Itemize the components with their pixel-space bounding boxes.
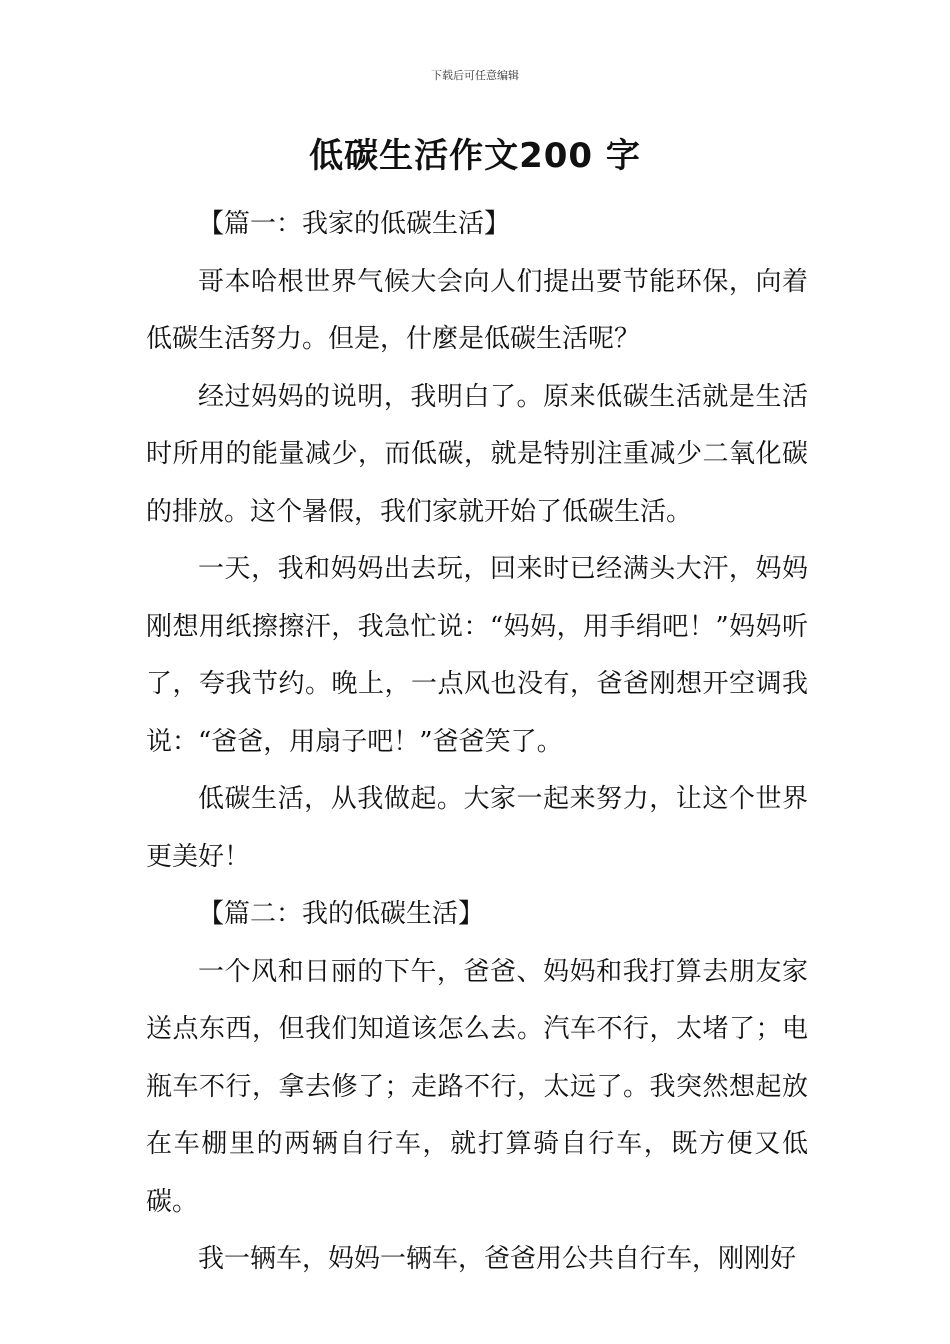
- paragraph: 低碳生活，从我做起。大家一起来努力，让这个世界更美好！: [146, 784, 808, 872]
- document-body: [146, 196, 808, 1289]
- section-heading-2: 【篇二：我的低碳生活】: [198, 899, 485, 929]
- document-title: 低碳生活作文200 字: [309, 136, 641, 176]
- section-heading-1: 【篇一：我家的低碳生活】: [198, 209, 511, 239]
- paragraph: 一天，我和妈妈出去玩，回来时已经满头大汗，妈妈刚想用纸擦擦汗，我急忙说：“妈妈，用手绢吧！”妈妈听了，夸我节约。晚上，一点风也没有，爸爸刚想开空调我说：“爸爸，用扇子吧！”爸爸笑了。: [146, 554, 808, 757]
- paragraph: 一个风和日丽的下午，爸爸、妈妈和我打算去朋友家送点东西，但我们知道该怎么去。汽车不行，太堵了；电瓶车不行，拿去修了；走路不行，太远了。我突然想起放在车棚里的两辆自行车，就打算骑自行车，既方便又低碳。: [146, 956, 808, 1217]
- paragraph: 哥本哈根世界气候大会向人们提出要节能环保，向着低碳生活努力。但是，什麼是低碳生活呢？: [146, 266, 808, 354]
- paragraph: 我一辆车，妈妈一辆车，爸爸用公共自行车，刚刚好: [198, 1244, 797, 1274]
- header-note: 下载后可任意编辑: [431, 69, 519, 82]
- paragraph: 经过妈妈的说明，我明白了。原来低碳生活就是生活时所用的能量减少，而低碳，就是特别注重减少二氧化碳的排放。这个暑假，我们家就开始了低碳生活。: [146, 381, 808, 527]
